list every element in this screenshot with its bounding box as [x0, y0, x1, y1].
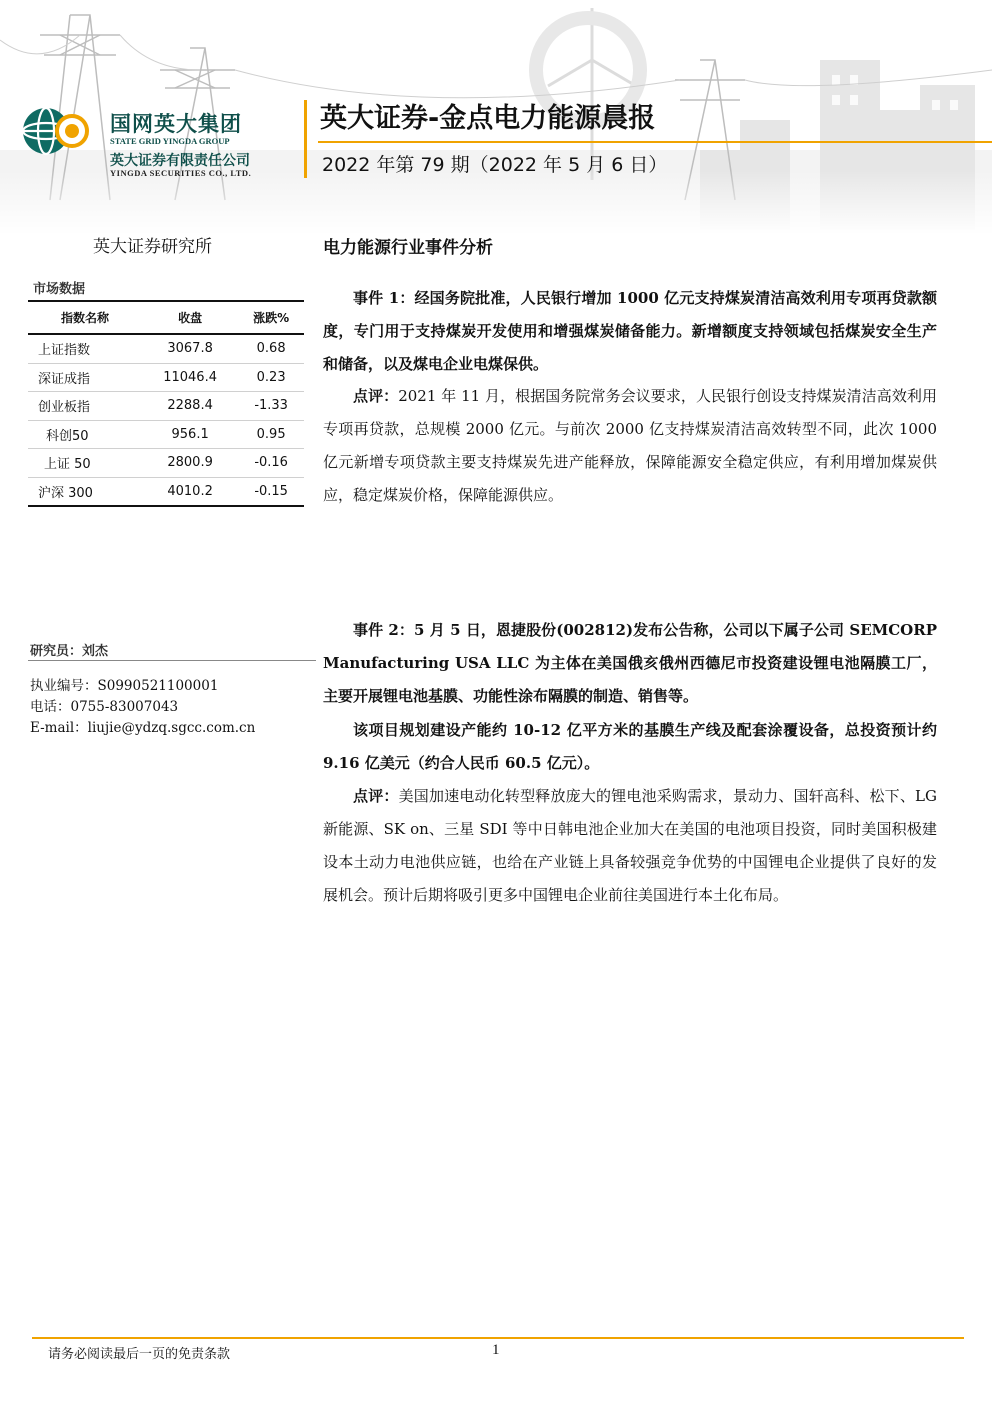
- analyst-email: E-mail：liujie@ydzq.sgcc.com.cn: [30, 720, 256, 736]
- index-change: -0.16: [238, 449, 304, 478]
- index-close: 2800.9: [142, 449, 238, 478]
- institute-name: 英大证券研究所: [93, 237, 212, 257]
- index-name: 上证 50: [28, 449, 142, 478]
- footer-divider: [32, 1337, 964, 1339]
- comment-2-text: 美国加速电动化转型释放庞大的锂电池采购需求，景动力、国轩高科、松下、LG 新能源、SK on、三星 SDI 等中日韩电池企业加大在美国的电池项目投资，同时美国积极建设本土动力电池供应链，也给在产业链上具备较强竞争优势的中国锂电企业提供了良好的发展机会。预计后期将吸引更多中国锂电企业前往美国进行本土化布局。: [323, 787, 937, 904]
- company-name-en: YINGDA SECURITIES CO., LTD.: [110, 168, 252, 178]
- event-1-text: 事件 1：经国务院批准，人民银行增加 1000 亿元支持煤炭清洁高效利用专项再贷款额度，专门用于支持煤炭开发使用和增强煤炭储备能力。新增额度支持领域包括煤炭安全生产和储备，以及煤电企业电煤保供。: [323, 289, 937, 373]
- comment-1: [323, 380, 937, 512]
- index-close: 4010.2: [142, 477, 238, 506]
- table-row: [28, 449, 304, 478]
- index-change: 0.23: [238, 363, 304, 392]
- analyst-license: 执业编号：S0990521100001: [30, 678, 219, 694]
- disclaimer-note: 请务必阅读最后一页的免责条款: [48, 1347, 231, 1362]
- column-header: 收盘: [142, 301, 238, 334]
- brand-name-cn: 国网英大集团: [110, 112, 242, 136]
- issue-date: 2022 年第 79 期（2022 年 5 月 6 日）: [322, 154, 668, 176]
- index-close: 2288.4: [142, 392, 238, 421]
- analyst-title: 研究员：刘杰: [30, 644, 109, 659]
- table-row: [28, 392, 304, 421]
- index-change: 0.95: [238, 420, 304, 449]
- column-header: 指数名称: [28, 301, 142, 334]
- market-data-table: [28, 300, 304, 507]
- index-name: 深证成指: [28, 363, 142, 392]
- table-header-row: [28, 301, 304, 334]
- index-change: -0.15: [238, 477, 304, 506]
- comment-2-label: 点评：: [353, 787, 399, 805]
- column-header: 涨跌%: [238, 301, 304, 334]
- market-data-title: 市场数据: [33, 282, 86, 297]
- analyst-phone: 电话：0755-83007043: [30, 699, 179, 715]
- company-name-cn: 英大证券有限责任公司: [110, 153, 250, 169]
- index-close: 956.1: [142, 420, 238, 449]
- table-row: [28, 420, 304, 449]
- index-name: 创业板指: [28, 392, 142, 421]
- state-grid-logo: [22, 104, 92, 158]
- header-accent-bar: [304, 100, 307, 178]
- index-change: -1.33: [238, 392, 304, 421]
- page-number: 1: [492, 1342, 500, 1358]
- index-change: 0.68: [238, 334, 304, 363]
- event-2-text: 事件 2：5 月 5 日，恩捷股份(002812)发布公告称，公司以下属子公司 SEMCORP Manufacturing USA LLC 为主体在美国俄亥俄州西德尼市投资建设锂电池隔膜工厂，主要开展锂电池基膜、功能性涂布隔膜的制造、销售等。: [323, 621, 937, 705]
- table-row: [28, 477, 304, 506]
- index-name: 上证指数: [28, 334, 142, 363]
- brand-name-en: STATE GRID YINGDA GROUP: [110, 136, 230, 146]
- comment-1-text: 2021 年 11 月，根据国务院常务会议要求，人民银行创设支持煤炭清洁高效利用专项再贷款，总规模 2000 亿元。与前次 2000 亿支持煤炭清洁高效转型不同，此次 1000 亿元新增专项贷款主要支持煤炭先进产能释放，保障能源安全稳定供应，有利用增加煤炭供应，稳定煤炭价格，保障能源供应。: [323, 387, 937, 504]
- report-title: 英大证券-金点电力能源晨报: [320, 103, 656, 134]
- index-name: 沪深 300: [28, 477, 142, 506]
- table-row: [28, 363, 304, 392]
- section-title: 电力能源行业事件分析: [323, 238, 493, 258]
- index-close: 3067.8: [142, 334, 238, 363]
- comment-2: [323, 780, 937, 912]
- analyst-divider: [28, 660, 316, 661]
- index-name: 科创50: [28, 420, 142, 449]
- index-close: 11046.4: [142, 363, 238, 392]
- comment-1-label: 点评：: [353, 387, 399, 405]
- table-row: [28, 334, 304, 363]
- event-2-detail: 该项目规划建设产能约 10-12 亿平方米的基膜生产线及配套涂覆设备，总投资预计约 9.16 亿美元（约合人民币 60.5 亿元）。: [323, 721, 937, 772]
- title-underline: [318, 141, 992, 143]
